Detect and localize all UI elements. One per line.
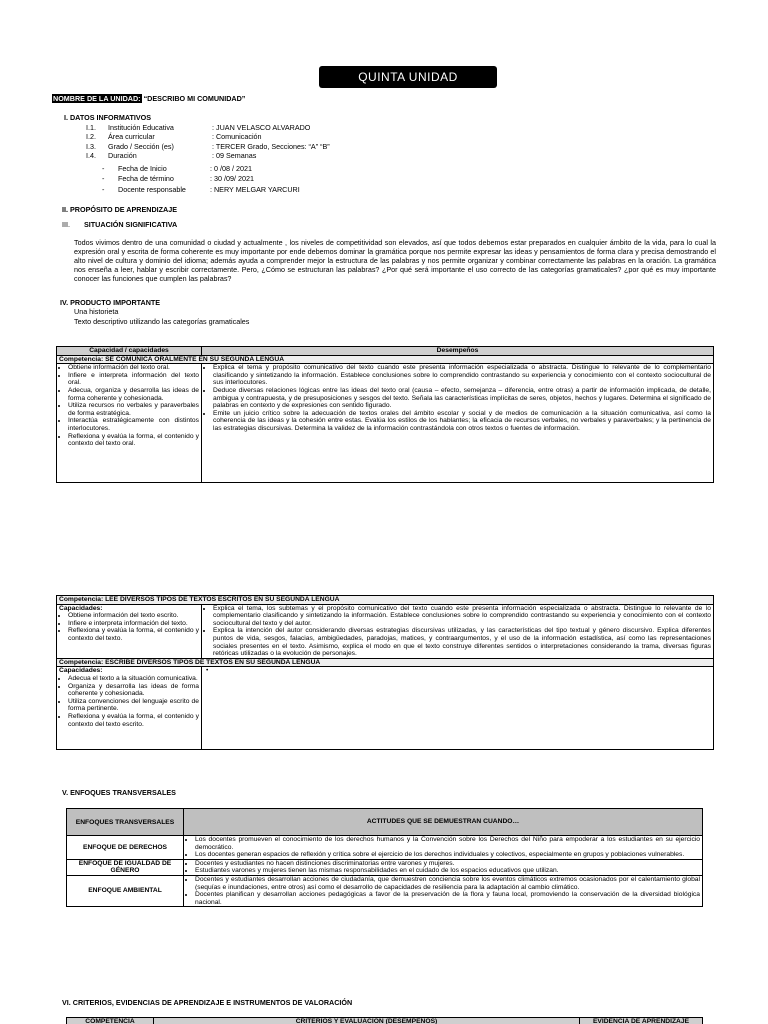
actitud-item: • Estudiantes varones y mujeres tienen las mismas responsabilidades en el cuidado de los espacios educativos que utilizan. — [195, 867, 700, 875]
enfoque-actitudes-list — [186, 836, 700, 859]
datos-item-label: Grado / Sección (es) — [108, 141, 174, 151]
table2-competencia-escribe: Competencia: ESCRIBE DIVERSOS TIPOS DE TEXTOS EN SU SEGUNDA LENGUA — [57, 658, 714, 667]
datos-sub-label: Fecha de Inicio — [118, 164, 167, 173]
datos-item-num: I.2. — [86, 132, 96, 142]
enfoque-row — [67, 836, 703, 860]
situacion-text: Todos vivimos dentro de una comunidad o ciudad y actualmente , los niveles de competitividad son elevados, así que todos debemos estar preparados en cualquier ámbito de la vida, para lo cual la expresión oral y escrita de forma coherente es muy importante por ende debemos dominar la gramática porque nos permite expresar las ideas y pensamientos de forma clara y precisa demostrando el alto nivel de cultura y dominio del idioma; además ayuda a comprender mejor la estructura de las palabras y nos permite organizar y combinar correctamente las palabras en la oración. La gramática nos enseña a leer, hablar y escribir correctamente. Pero, ¿Cómo se estructuran las palabras? ¿Por qué será importante el uso correcto de las categorías gramaticales? ¿por qué es muy importante conocer las funciones que cumplen las palabras? — [74, 238, 716, 283]
criterios-heading: VI. CRITERIOS, EVIDENCIAS DE APRENDIZAJE E INSTRUMENTOS DE VALORACIÓN — [62, 998, 353, 1007]
actitud-item: • Docentes y estudiantes no hacen distinciones discriminatorias entre varones y mujeres. — [195, 860, 700, 868]
capacidad-item: • Interactúa estratégicamente con distintos interlocutores. — [68, 417, 199, 432]
enfoque-actitudes-cell — [184, 836, 703, 860]
capacidad-item: • Reflexiona y evalúa la forma, el contenido y contexto del texto oral. — [68, 433, 199, 448]
datos-sub-item — [102, 164, 252, 173]
datos-item-value: : Comunicación — [212, 132, 262, 142]
datos-sub-item — [102, 185, 300, 194]
actitud-item: • Docentes planifican y desarrollan acciones pedagógicas a favor de la preservación de la flora y fauna local, promoviendo la conservación de la diversidad biológica nacional. — [195, 891, 700, 906]
capacidad-item: • Reflexiona y evalúa la forma, el contenido y contexto del texto. — [68, 627, 199, 642]
desempeno-item: • Deduce diversas relaciones lógicas entre las ideas del texto oral (causa – efecto, semejanza – diferencia, entre otras) a partir de información implicada, de detalle, ambigua y contrapuesta, y de presuposiciones y sesgos del texto. Señala las características implícitas de seres, objetos, hechos y lugares. Determina el significado de palabras en contexto y de expresiones con sentido figurado. — [213, 387, 711, 410]
table2-cap-label-1: Capacidades: — [59, 604, 103, 612]
capacidad-item: • Organiza y desarrolla las ideas de forma coherente y cohesionada. — [68, 683, 199, 698]
enfoque-actitudes-list — [186, 860, 700, 875]
enfoques-header-actitudes: ACTITUDES QUE SE DEMUESTRAN CUANDO… — [184, 809, 703, 836]
datos-heading: I. DATOS INFORMATIVOS — [64, 113, 152, 122]
actitud-item: • Los docentes generan espacios de reflexión y crítica sobre el ejercicio de los derechos individuales y colectivos, especialmente en grupos y poblaciones vulnerables. — [195, 851, 700, 859]
datos-sub-value: : 0 /08 / 2021 — [210, 164, 252, 173]
proposito-heading: II. PROPÓSITO DE APRENDIZAJE — [62, 205, 178, 214]
datos-sub-item — [102, 174, 254, 183]
situacion-num: III. — [62, 220, 70, 229]
datos-item-label: Institución Educativa — [108, 123, 174, 132]
enfoque-name: ENFOQUE AMBIENTAL — [67, 875, 184, 906]
unit-name-label: NOMBRE DE LA UNIDAD: — [53, 94, 141, 103]
table2-capacidades-lee-cell — [57, 604, 202, 658]
desempeno-item: • Emite un juicio crítico sobre la adecuación de textos orales del ámbito escolar y social y de medios de comunicación a la situación comunicativa, así como la coherencia de las ideas y la cohesión entre estas. Evalúa los estilos de los hablantes; la eficacia de recursos verbales, no verbales y paraverbales; y la pertinencia de las estrategias discursivas. Determina la validez de la información contrastándola con otros textos o fuentes de información. — [213, 410, 711, 433]
producto-line-2: Texto descriptivo utilizando las categorías gramaticales — [74, 317, 250, 326]
datos-sub-dash: - — [102, 164, 105, 173]
table2-capacidades-escribe-cell — [57, 667, 202, 750]
enfoque-row — [67, 875, 703, 906]
datos-item-num: I.3. — [86, 141, 96, 151]
unit-title: QUINTA UNIDAD — [319, 66, 497, 88]
datos-sub-dash: - — [102, 174, 105, 184]
table1-capacidades-cell — [57, 364, 202, 483]
enfoque-row — [67, 859, 703, 875]
capacidad-item: • Infiere e interpreta información del texto oral. — [68, 372, 199, 387]
table2-desempenos-escribe-cell — [202, 667, 714, 750]
datos-item-label: Duración — [108, 150, 137, 160]
datos-item-num: I.4. — [86, 150, 96, 160]
capacidad-item: • Utiliza convenciones del lenguaje escrito de forma pertinente. — [68, 698, 199, 713]
datos-item — [86, 132, 262, 141]
table1-desempenos-list — [204, 364, 711, 432]
criterios-header-competencia: COMPETENCIA — [67, 1018, 154, 1024]
table1-capacidades-list — [59, 364, 199, 448]
datos-item-label: Área curricular — [108, 132, 155, 142]
enfoques-table — [66, 808, 703, 907]
capacidad-item: • Adecua el texto a la situación comunicativa. — [68, 675, 199, 683]
enfoque-actitudes-list — [186, 876, 700, 906]
capacidad-item: • Utiliza recursos no verbales y paraverbales de forma estratégica. — [68, 402, 199, 417]
competencias-table-oral — [56, 346, 714, 483]
enfoques-heading: V. ENFOQUES TRANSVERSALES — [62, 788, 176, 797]
enfoque-name: ENFOQUE DE IGUALDAD DE GÉNERO — [67, 859, 184, 875]
datos-sub-value: : NERY MELGAR YARCURI — [210, 184, 300, 194]
table2-capacidades-lee-list — [59, 612, 199, 642]
desempeno-item: • Explica el tema y propósito comunicativo del texto cuando este presenta información especializada o abstracta. Distingue lo relevante de lo complementario clasificando y sintetizando la información. Establece conclusiones sobre lo comprendido contrastando su experiencia y conocimiento con el contexto sociocultural de sus interlocutores. — [213, 364, 711, 387]
datos-sub-label: Docente responsable — [118, 184, 186, 194]
criterios-header-evidencia: EVIDENCIA DE APRENDIZAJE — [580, 1018, 703, 1024]
enfoque-actitudes-cell — [184, 875, 703, 906]
enfoque-actitudes-cell — [184, 859, 703, 875]
table2-capacidades-escribe-list — [59, 675, 199, 728]
producto-heading: IV. PRODUCTO IMPORTANTE — [60, 298, 161, 307]
datos-item-value: : TERCER Grado, Secciones: “A” “B” — [212, 141, 330, 151]
criterios-header-criterios: CRITERIOS Y EVALUACIÓN (DESEMPEÑOS) — [154, 1018, 580, 1024]
datos-item — [86, 142, 330, 151]
table1-competencia: Competencia: SE COMUNICA ORALMENTE EN SU SEGUNDA LENGUA — [57, 355, 714, 364]
datos-item-num: I.1. — [86, 123, 96, 132]
actitud-item: • Los docentes promueven el conocimiento de los derechos humanos y la Convención sobre los Derechos del Niño para empoderar a los estudiantes en su ejercicio democrático. — [195, 836, 700, 851]
table2-competencia-lee: Competencia: LEE DIVERSOS TIPOS DE TEXTOS ESCRITOS EN SU SEGUNDA LENGUA — [57, 596, 714, 605]
table1-desempenos-cell — [202, 364, 714, 483]
enfoques-header-name: ENFOQUES TRANSVERSALES — [67, 809, 184, 836]
datos-sub-label: Fecha de término — [118, 174, 174, 184]
datos-sub-dash: - — [102, 184, 105, 194]
datos-item — [86, 151, 256, 160]
table2-desempenos-lee-list — [204, 605, 711, 658]
capacidad-item: • Reflexiona y evalúa la forma, el contenido y contexto del texto escrito. — [68, 713, 199, 728]
table2-empty-bullet: • — [206, 667, 209, 675]
desempeno-item: • Explica la intención del autor considerando diversas estrategias discursivas utilizadas, y las características del tipo textual y género discursivo. Explica diferentes puntos de vida, sesgos, falacias, ambigüedades, paradojas, matices, y contraargumentos, y el uso de la información estadística, así como las representaciones sociales presentes en el texto. Asimismo, explica el modo en que el texto construye diferentes sentidos o interpretaciones considerando la trama, diversas figuras retóricas utilizadas o la evolución de personajes. — [213, 627, 711, 657]
datos-item-value: : 09 Semanas — [212, 150, 257, 160]
capacidad-item: • Infiere e interpreta información del texto. — [68, 620, 199, 628]
datos-sub-value: : 30 /09/ 2021 — [210, 174, 254, 184]
competencias-table-lee-escribe — [56, 595, 714, 750]
unit-name-value: “DESCRIBO MI COMUNIDAD” — [143, 94, 246, 103]
table2-desempenos-lee-cell — [202, 604, 714, 658]
enfoque-name: ENFOQUE DE DERECHOS — [67, 836, 184, 860]
situacion-heading — [62, 220, 177, 229]
table1-header-desempenos: Desempeños — [202, 347, 714, 356]
criterios-table — [66, 1017, 703, 1024]
table1-header-capacidades: Capacidad / capacidades — [57, 347, 202, 356]
situacion-title: SITUACIÓN SIGNIFICATIVA — [84, 220, 178, 229]
actitud-item: • Docentes y estudiantes desarrollan acciones de ciudadanía, que demuestren conciencia sobre los eventos climáticos extremos ocasionados por el calentamiento global (sequías e inundaciones, entre otros) así como el desarrollo de capacidades de resiliencia para la adaptación al cambio climático. — [195, 876, 700, 891]
producto-line-1: Una historieta — [74, 307, 119, 316]
unit-name-line — [52, 94, 245, 103]
capacidad-item: • Obtiene información del texto escrito. — [68, 612, 199, 620]
enfoques-body — [67, 836, 703, 907]
table2-cap-label-2: Capacidades: — [59, 667, 103, 675]
capacidad-item: • Obtiene información del texto oral. — [68, 364, 199, 372]
desempeno-item: • Explica el tema, los subtemas y el propósito comunicativo del texto cuando este presenta información especializada o abstracta. Distingue lo relevante de lo complementario clasificando y sintetizando la información. Establece conclusiones sobre lo comprendido contrastando su experiencia y conocimiento con el contexto sociocultural del texto y del autor. — [213, 605, 711, 628]
datos-item — [86, 123, 310, 132]
capacidad-item: • Adecua, organiza y desarrolla las ideas de forma coherente y cohesionada. — [68, 387, 199, 402]
datos-item-value: : JUAN VELASCO ALVARADO — [212, 123, 311, 132]
